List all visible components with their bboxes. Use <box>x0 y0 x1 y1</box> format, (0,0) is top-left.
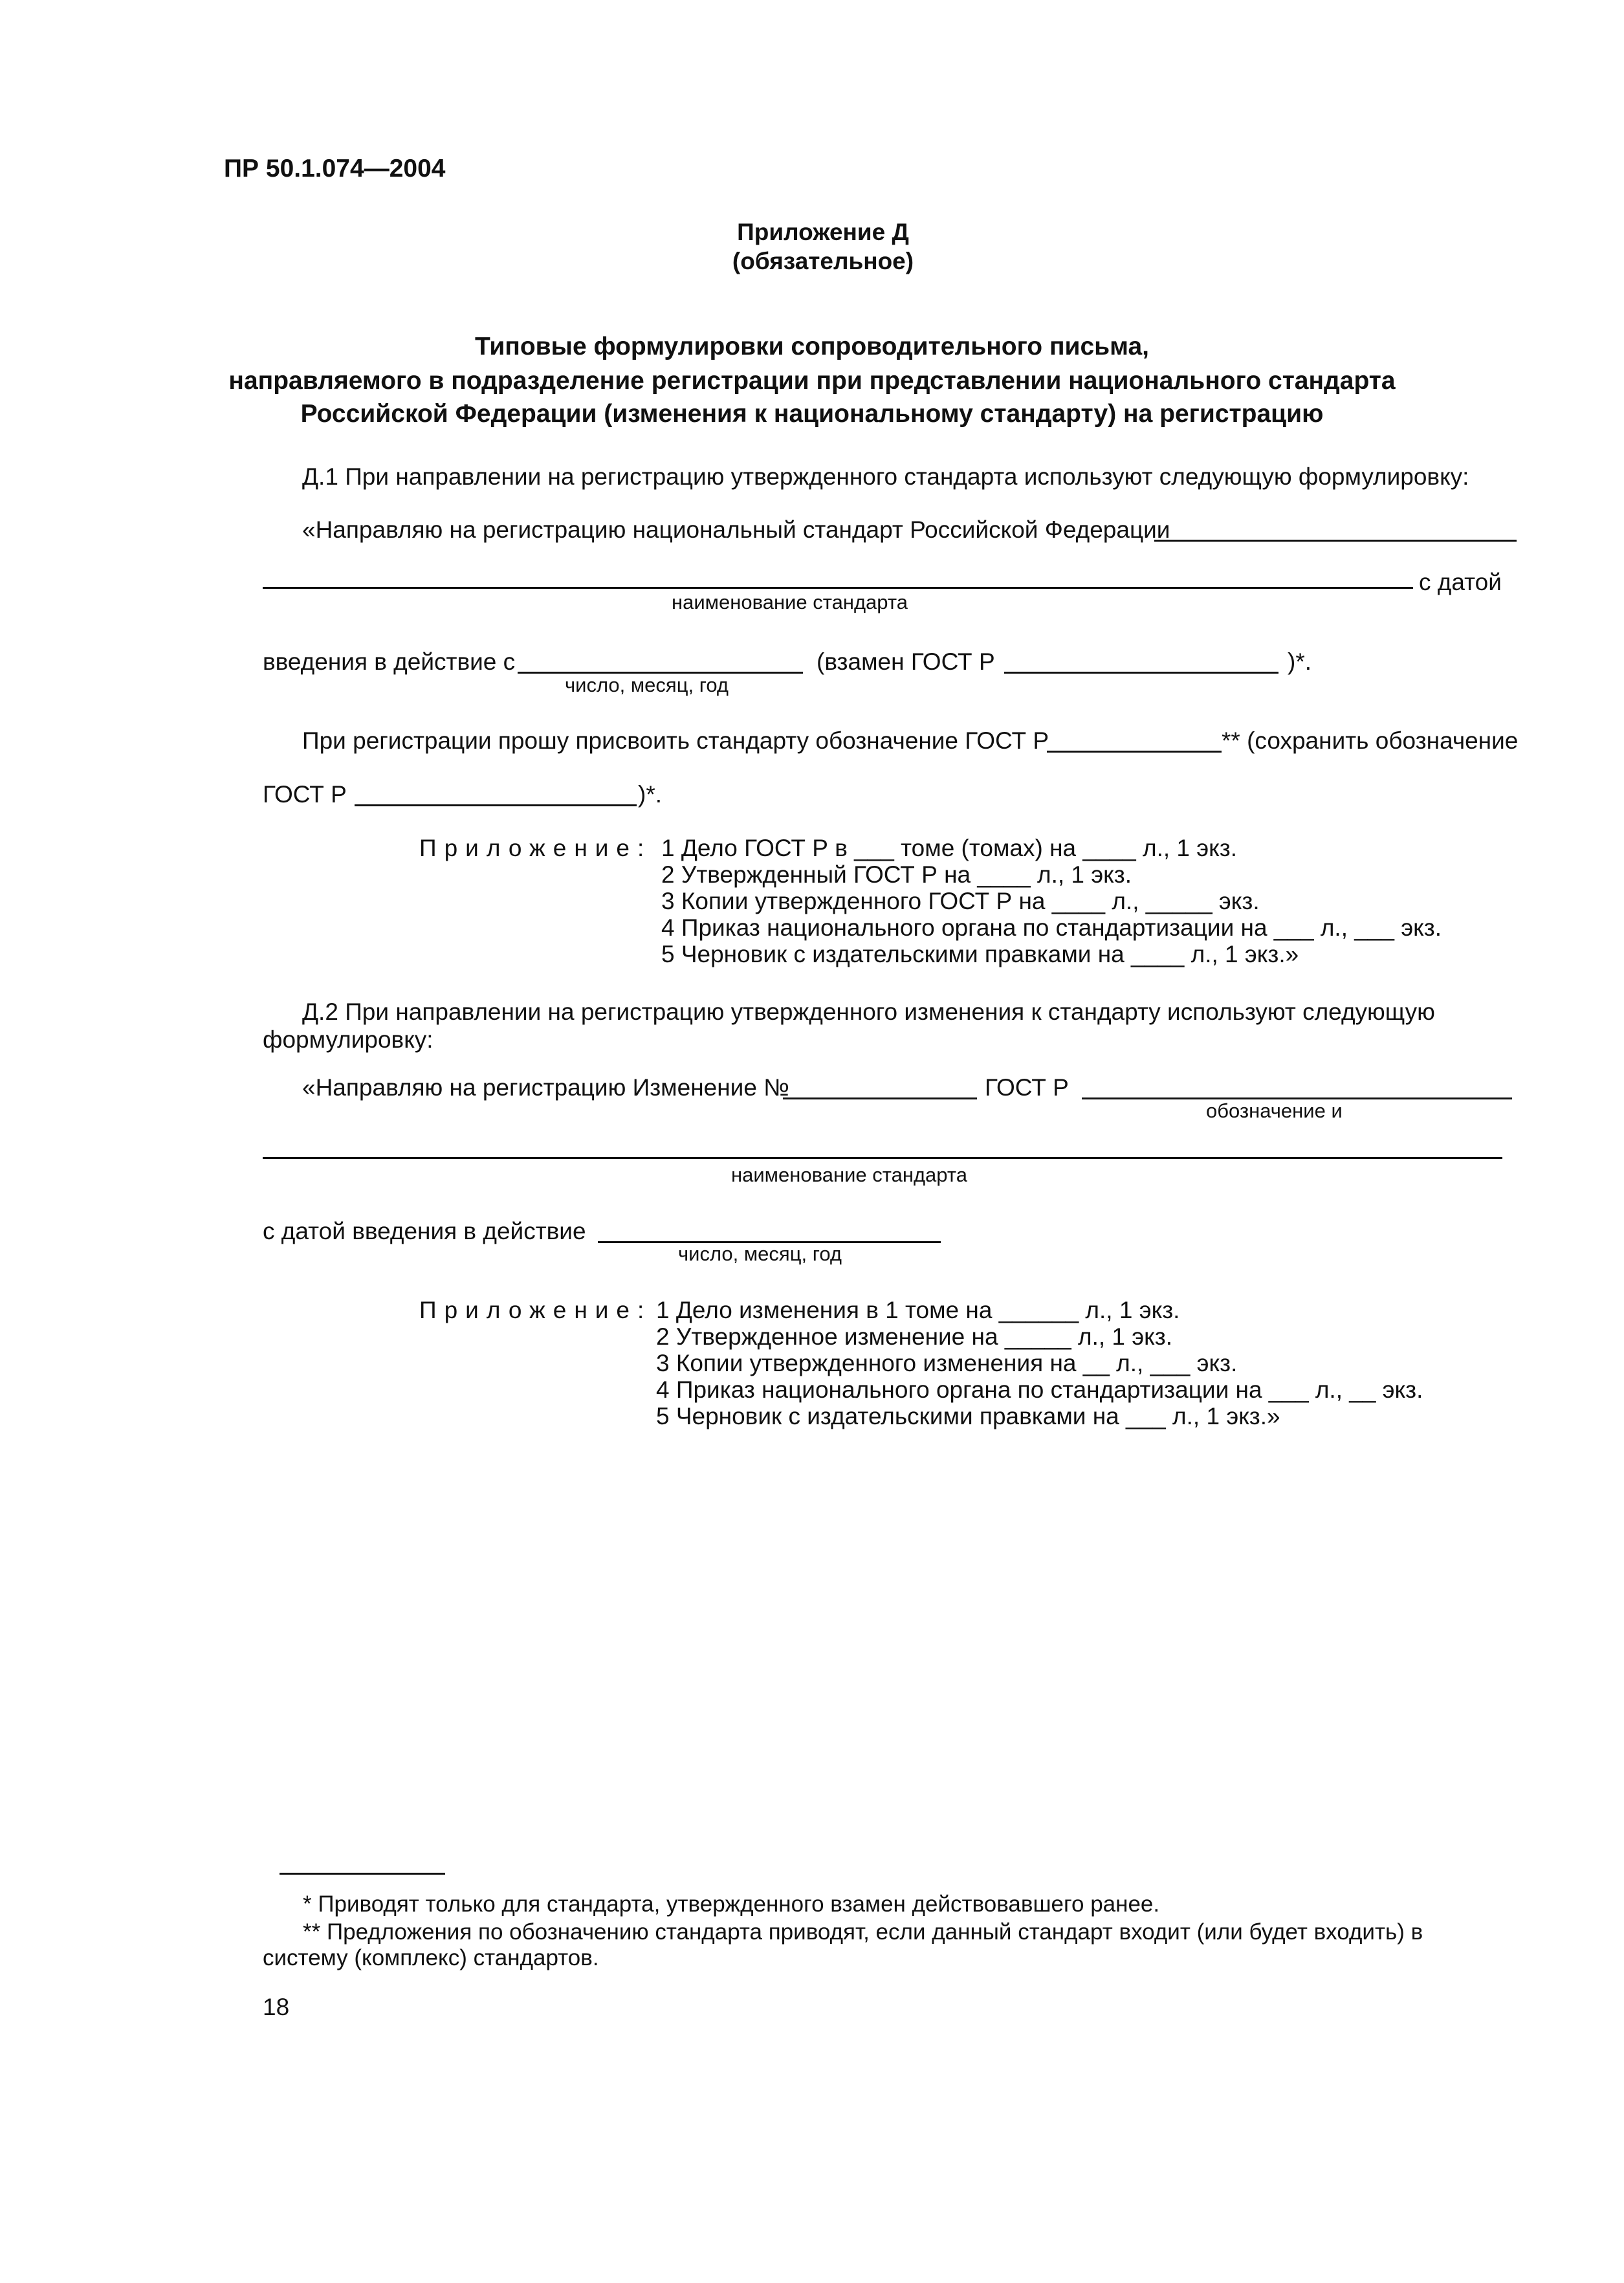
d2-caption-name: наименование стандарта <box>731 1164 967 1186</box>
footnote-separator <box>280 1873 445 1875</box>
d1-keep-text: ** (сохранить обозначение <box>1222 727 1519 754</box>
d1-effective-from-text: введения в действие с <box>263 648 516 675</box>
d1-attachment-3: 3 Копии утвержденного ГОСТ Р на ____ л., _____ экз. <box>661 888 1260 914</box>
d2-attachment-5: 5 Черновик с издательскими правками на ___ л., 1 экз.» <box>656 1403 1280 1429</box>
d1-close-star: )*. <box>1288 648 1311 675</box>
d2-attachments-label: Приложение: <box>419 1297 652 1323</box>
d1-caption-name: наименование стандарта <box>672 591 908 613</box>
d2-attachment-1: 1 Дело изменения в 1 томе на ______ л., 1 экз. <box>656 1297 1180 1323</box>
d1-instead-of-text: (взамен ГОСТ Р <box>817 648 995 675</box>
page-number: 18 <box>263 1994 290 2020</box>
d2-attachment-4: 4 Приказ национального органа по стандартизации на ___ л., __ экз. <box>656 1376 1423 1403</box>
appendix-status: (обязательное) <box>732 248 914 274</box>
d1-attachment-2: 2 Утвержденный ГОСТ Р на ____ л., 1 экз. <box>661 861 1132 888</box>
d1-with-date-text: с датой <box>1419 569 1502 595</box>
d2-attachment-3: 3 Копии утвержденного изменения на __ л., ___ экз. <box>656 1350 1238 1376</box>
d1-keep-field-line <box>355 804 637 806</box>
document-code: ПР 50.1.074—2004 <box>224 155 446 182</box>
d2-caption-date: число, месяц, год <box>678 1242 842 1265</box>
d2-line1-text: «Направляю на регистрацию Изменение № <box>302 1074 789 1101</box>
d1-line1-text: «Направляю на регистрацию национальный стандарт Российской Федерации <box>302 516 1170 543</box>
d1-name-field-line <box>263 587 1413 589</box>
d2-change-number-field-line <box>783 1097 977 1099</box>
d1-attachment-4: 4 Приказ национального органа по стандартизации на ___ л., ___ экз. <box>661 914 1442 941</box>
d1-gost-r-text: ГОСТ Р <box>263 781 347 808</box>
d1-assign-field-line <box>1047 751 1222 753</box>
d2-intro-line-2: формулировку: <box>263 1026 433 1053</box>
heading-line-1: Типовые формулировки сопроводительного письма, <box>474 333 1150 360</box>
footnote-2-line-1: ** Предложения по обозначению стандарта приводят, если данный стандарт входит (или будет входить) в <box>303 1919 1423 1945</box>
d2-effective-date-text: с датой введения в действие <box>263 1218 586 1244</box>
footnote-1: * Приводят только для стандарта, утвержденного взамен действовавшего ранее. <box>303 1891 1160 1917</box>
d1-assign-text: При регистрации прошу присвоить стандарту обозначение ГОСТ Р <box>302 727 1049 754</box>
d2-intro-line-1: Д.2 При направлении на регистрацию утвержденного изменения к стандарту используют следующую <box>302 998 1435 1025</box>
d1-instead-gost-field-line <box>1004 672 1278 674</box>
heading-line-2: направляемого в подразделение регистрации при представлении национального стандарта <box>228 367 1396 395</box>
d1-attachment-5: 5 Черновик с издательскими правками на ____ л., 1 экз.» <box>661 941 1299 967</box>
heading-line-3: Российской Федерации (изменения к национальному стандарту) на регистрацию <box>300 400 1324 428</box>
d2-name-field-line <box>263 1157 1502 1159</box>
d1-standard-field-line <box>1154 540 1517 542</box>
d1-caption-date: число, месяц, год <box>565 674 729 696</box>
d2-caption-designation: обозначение и <box>1206 1099 1343 1122</box>
appendix-title: Приложение Д <box>737 219 909 245</box>
d2-gost-r-text: ГОСТ Р <box>985 1074 1069 1101</box>
footnote-2-line-2: систему (комплекс) стандартов. <box>263 1945 599 1970</box>
d1-attachment-1: 1 Дело ГОСТ Р в ___ томе (томах) на ____ л., 1 экз. <box>661 835 1237 861</box>
d1-intro: Д.1 При направлении на регистрацию утвержденного стандарта используют следующую формулировку: <box>302 463 1469 490</box>
d1-attachments-label: Приложение: <box>419 835 652 861</box>
d1-close-star-2: )*. <box>638 781 662 808</box>
d2-attachment-2: 2 Утвержденное изменение на _____ л., 1 экз. <box>656 1323 1173 1350</box>
